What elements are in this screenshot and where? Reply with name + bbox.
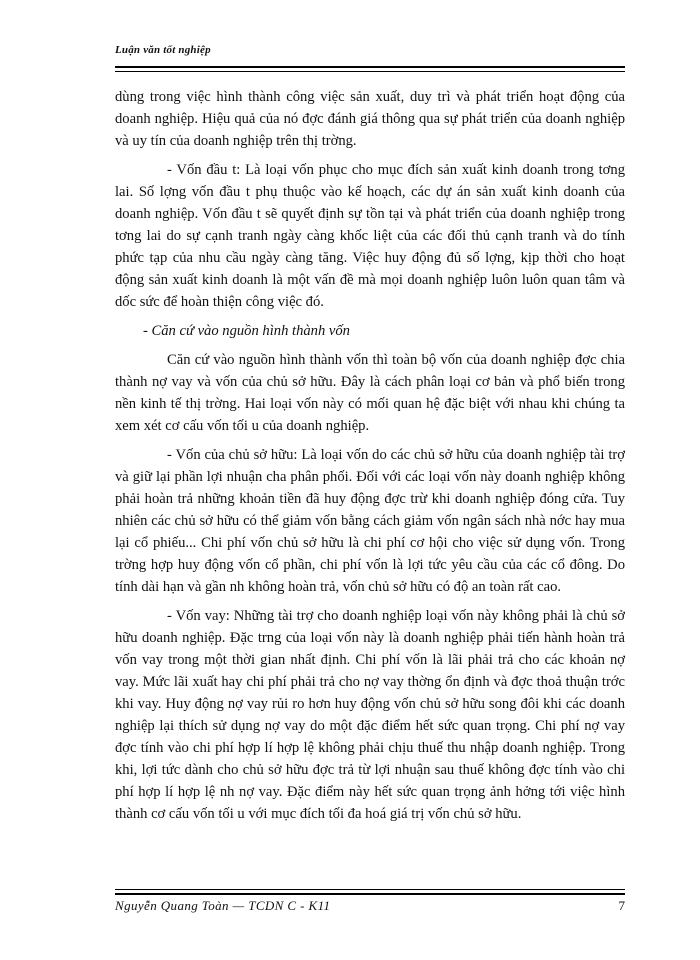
header-rule-thick xyxy=(115,66,625,68)
paragraph-capital-source: Căn cứ vào nguồn hình thành vốn thì toàn bộ vốn của doanh nghiệp đợc chia thành nợ vay và vốn của chủ sở hữu. Đây là cách phân loại cơ bản và phổ biến trong nền kinh tế thị trờng. Hai loại vốn này có mối quan hệ đặc biệt với nhau khi chúng ta xem xét cơ cấu vốn tối u của doanh nghiệp. xyxy=(115,352,625,434)
paragraph-owner-equity: - Vốn của chủ sở hữu: Là loại vốn do các chủ sở hữu của doanh nghiệp tài trợ và giữ lại phần lợi nhuận cha phân phối. Đối với các loại vốn này doanh nghiệp không phải hoàn trả những khoản tiền đã huy động đợc trừ khi doanh nghiệp đóng cửa. Tuy nhiên các chủ sở hữu có thể giảm vốn bằng cách giảm vốn ngân sách nhà nớc hay mua lại cổ phiếu... Chi phí vốn chủ sở hữu là chi phí cơ hội cho việc sử dụng vốn. Trong trờng hợp huy động vốn cổ phần, chi phí vốn là lợi tức yêu cầu của các cổ đông. Do tính dài hạn và gần nh không hoàn trả, vốn chủ sở hữu có độ an toàn rất cao. xyxy=(115,447,625,595)
paragraph-continuation: dùng trong việc hình thành công việc sản xuất, duy trì và phát triển hoạt động của doanh nghiệp. Hiệu quả của nó đợc đánh giá thông qua sự phát triển của doanh nghiệp và uy tín của doanh nghiệp trên thị trờng. xyxy=(115,89,625,149)
paragraph-investment-capital: - Vốn đầu t: Là loại vốn phục cho mục đích sản xuất kinh doanh trong tơng lai. Số lợng vốn đầu t phụ thuộc vào kế hoạch, các dự án sản xuất kinh doanh của doanh nghiệp. Vốn đầu t sẽ quyết định sự tồn tại và phát triển của doanh nghiệp trong tơng lai do sự cạnh tranh ngày càng khốc liệt của các đối thủ cạnh tranh và do tính phức tạp của nhu cầu ngày càng tăng. Việc huy động đủ số lợng, kịp thời cho hoạt động sản xuất kinh doanh là một vấn đề mà mọi doanh nghiệp luôn luôn quan tâm và dốc sức để hoàn thiện công việc đó. xyxy=(115,162,625,310)
paragraph-debt-capital: - Vốn vay: Những tài trợ cho doanh nghiệp loại vốn này không phải là chủ sở hữu doanh nghiệp. Đặc trng của loại vốn này là doanh nghiệp phải tiến hành hoàn trả vốn vay trong một thời gian nhất định. Chi phí vốn là lãi phải trả cho các khoản nợ vay. Mức lãi xuất hay chi phí phải trả cho nợ vay thờng ổn định và đợc thoả thuận trớc khi vay. Huy động nợ vay rủi ro hơn huy động vốn chủ sở hữu song đôi khi các doanh nghiệp lại thích sử dụng nợ vay do một đặc điểm hết sức quan trọng. Chi phí nợ vay đợc tính vào chi phí hợp lí hợp lệ không phải chịu thuế thu nhập doanh nghiệp. Trong khi, lợi tức dành cho chủ sở hữu đợc trả từ lợi nhuận sau thuế không đợc tính vào chi phí hợp lí hợp lệ nh nợ vay. Đặc điểm này hết sức quan trọng ảnh hởng tới việc hình thành cơ cấu vốn tối u với mục đích tối đa hoá giá trị vốn chủ sở hữu. xyxy=(115,608,625,822)
footer-author: Nguyễn Quang Toàn — TCDN C - K11 xyxy=(115,898,331,913)
page-header-title: Luận văn tốt nghiệp xyxy=(115,44,211,56)
document-body xyxy=(115,86,625,825)
page-number: 7 xyxy=(618,898,625,913)
footer-rule-thick xyxy=(115,893,625,895)
footer-rule-thin xyxy=(115,889,625,890)
section-heading-capital-source: - Căn cứ vào nguồn hình thành vốn xyxy=(143,323,350,339)
header-rule-thin xyxy=(115,71,625,72)
